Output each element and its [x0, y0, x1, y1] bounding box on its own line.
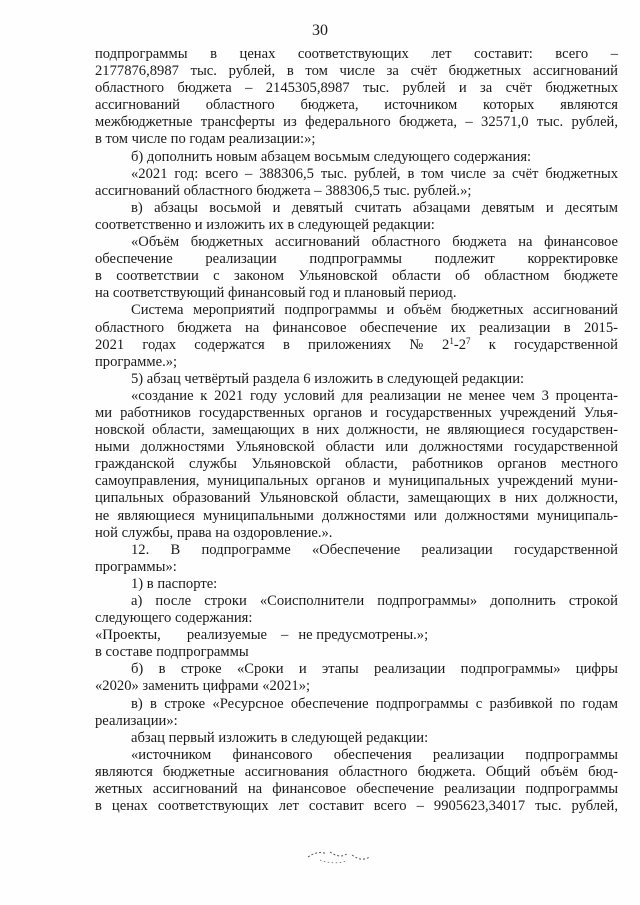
text-line: подпрограммы в ценах соответствующих лет составит: всего – [95, 46, 618, 62]
text-line: областного бюджета – 2145305,8987 тыс. рублей и за счёт бюджетных [95, 80, 618, 97]
text-line: соответственно и изложить их в следующей редакции: [95, 216, 435, 233]
text-line: областного бюджета на финансовое обеспечение их реализации в 2015- [95, 319, 618, 336]
text-line: ассигнований областного бюджета, источником которых являются [95, 97, 618, 114]
text-line: гражданской службы Ульяновской области, работников органов местного [95, 456, 618, 473]
text-line: обеспечение реализации подпрограммы подлежит корректировке [95, 251, 618, 268]
text-line: в ценах соответствующих лет составит всего – 9905623,34017 тыс. рублей, [95, 798, 618, 815]
text-line: ной службы, права на оздоровление.». [95, 524, 333, 541]
text-line: в том числе по годам реализации:»; [95, 131, 316, 148]
text-line: программе.»; [95, 353, 178, 370]
text-line: а) после строки «Соисполнители подпрограммы» дополнить строкой [131, 593, 618, 609]
text-line: Система мероприятий подпрограммы и объём бюджетных ассигнований [131, 302, 618, 319]
text-line: следующего содержания: [95, 610, 253, 627]
text-line: «создание к 2021 году условий для реализации не менее чем 3 процента- [131, 387, 618, 404]
text-line: новской области, замещающих в них должности, не являющиеся государствен- [95, 422, 618, 439]
text-line: 1) в паспорте: [131, 575, 218, 592]
text-line: ципальных образований Ульяновской области, замещающих в них должности, [95, 490, 618, 507]
text-line: ми работников государственных органов и государственных учреждений Улья- [95, 404, 618, 421]
text-line: программы»: [95, 558, 177, 575]
text-line: реализации»: [95, 712, 178, 729]
text-line: 2177876,8987 тыс. рублей, в том числе за счёт бюджетных ассигнований [95, 63, 618, 80]
text-line [95, 337, 618, 354]
text-line: на соответствующий финансовый год и плановый период. [95, 285, 457, 302]
text-line: ассигнований областного бюджета – 388306,5 тыс. рублей.»; [95, 182, 472, 199]
superscript: 7 [466, 335, 471, 346]
document-body [95, 46, 618, 815]
text-line [95, 627, 618, 644]
text-line: жетных ассигнований на финансовое обеспечение реализации подпрограммы [95, 781, 618, 798]
text-line: «2021 год: всего – 388306,5 тыс. рублей, в том числе за счёт бюджетных [131, 165, 618, 182]
text-line: б) дополнить новым абзацем восьмым следующего содержания: [131, 148, 532, 165]
superscript: 1 [449, 335, 454, 346]
page-number: 30 [312, 22, 328, 39]
text-fragment: к государственной [470, 336, 618, 353]
text-line: в) в строке «Ресурсное обеспечение подпрограммы с разбивкой по годам [131, 695, 618, 712]
text-line: ными должностями Ульяновской области или должностями государственной [95, 439, 618, 456]
text-fragment: -2 [453, 336, 466, 353]
text-line: в соответствии с законом Ульяновской области об областном бюджете [95, 268, 618, 285]
text-line: в составе подпрограммы [95, 644, 249, 661]
text-fragment: не предусмотрены.»; [298, 627, 429, 644]
text-line: являются бюджетные ассигнования областного бюджета. Общий объём бюд- [95, 763, 618, 780]
text-fragment: – [281, 627, 289, 644]
handwritten-signature [300, 843, 390, 869]
text-line: межбюджетные трансферты из федерального бюджета, – 32571,0 тыс. рублей, [95, 114, 618, 131]
text-line: 12. В подпрограмме «Обеспечение реализации государственной [131, 541, 618, 558]
text-line: в) абзацы восьмой и девятый считать абзацами девятым и десятым [131, 199, 618, 216]
text-line: «источником финансового обеспечения реализации подпрограммы [131, 746, 618, 763]
text-line: «Объём бюджетных ассигнований областного бюджета на финансовое [131, 234, 618, 251]
text-fragment: 2021 годах содержатся в приложениях № 2 [95, 336, 450, 353]
text-line: не являющиеся муниципальными должностями или должностями муниципаль- [95, 507, 618, 524]
text-line: самоуправления, муниципальных органов и муниципальных учреждений муни- [95, 473, 618, 490]
text-fragment: «Проекты, [95, 627, 161, 644]
text-line: 5) абзац четвёртый раздела 6 изложить в следующей редакции: [131, 370, 525, 387]
text-line: абзац первый изложить в следующей редакции: [131, 729, 429, 746]
text-fragment: реализуемые [186, 627, 268, 644]
text-line: б) в строке «Сроки и этапы реализации подпрограммы» цифры [131, 661, 618, 678]
text-line: «2020» заменить цифрами «2021»; [95, 678, 311, 695]
